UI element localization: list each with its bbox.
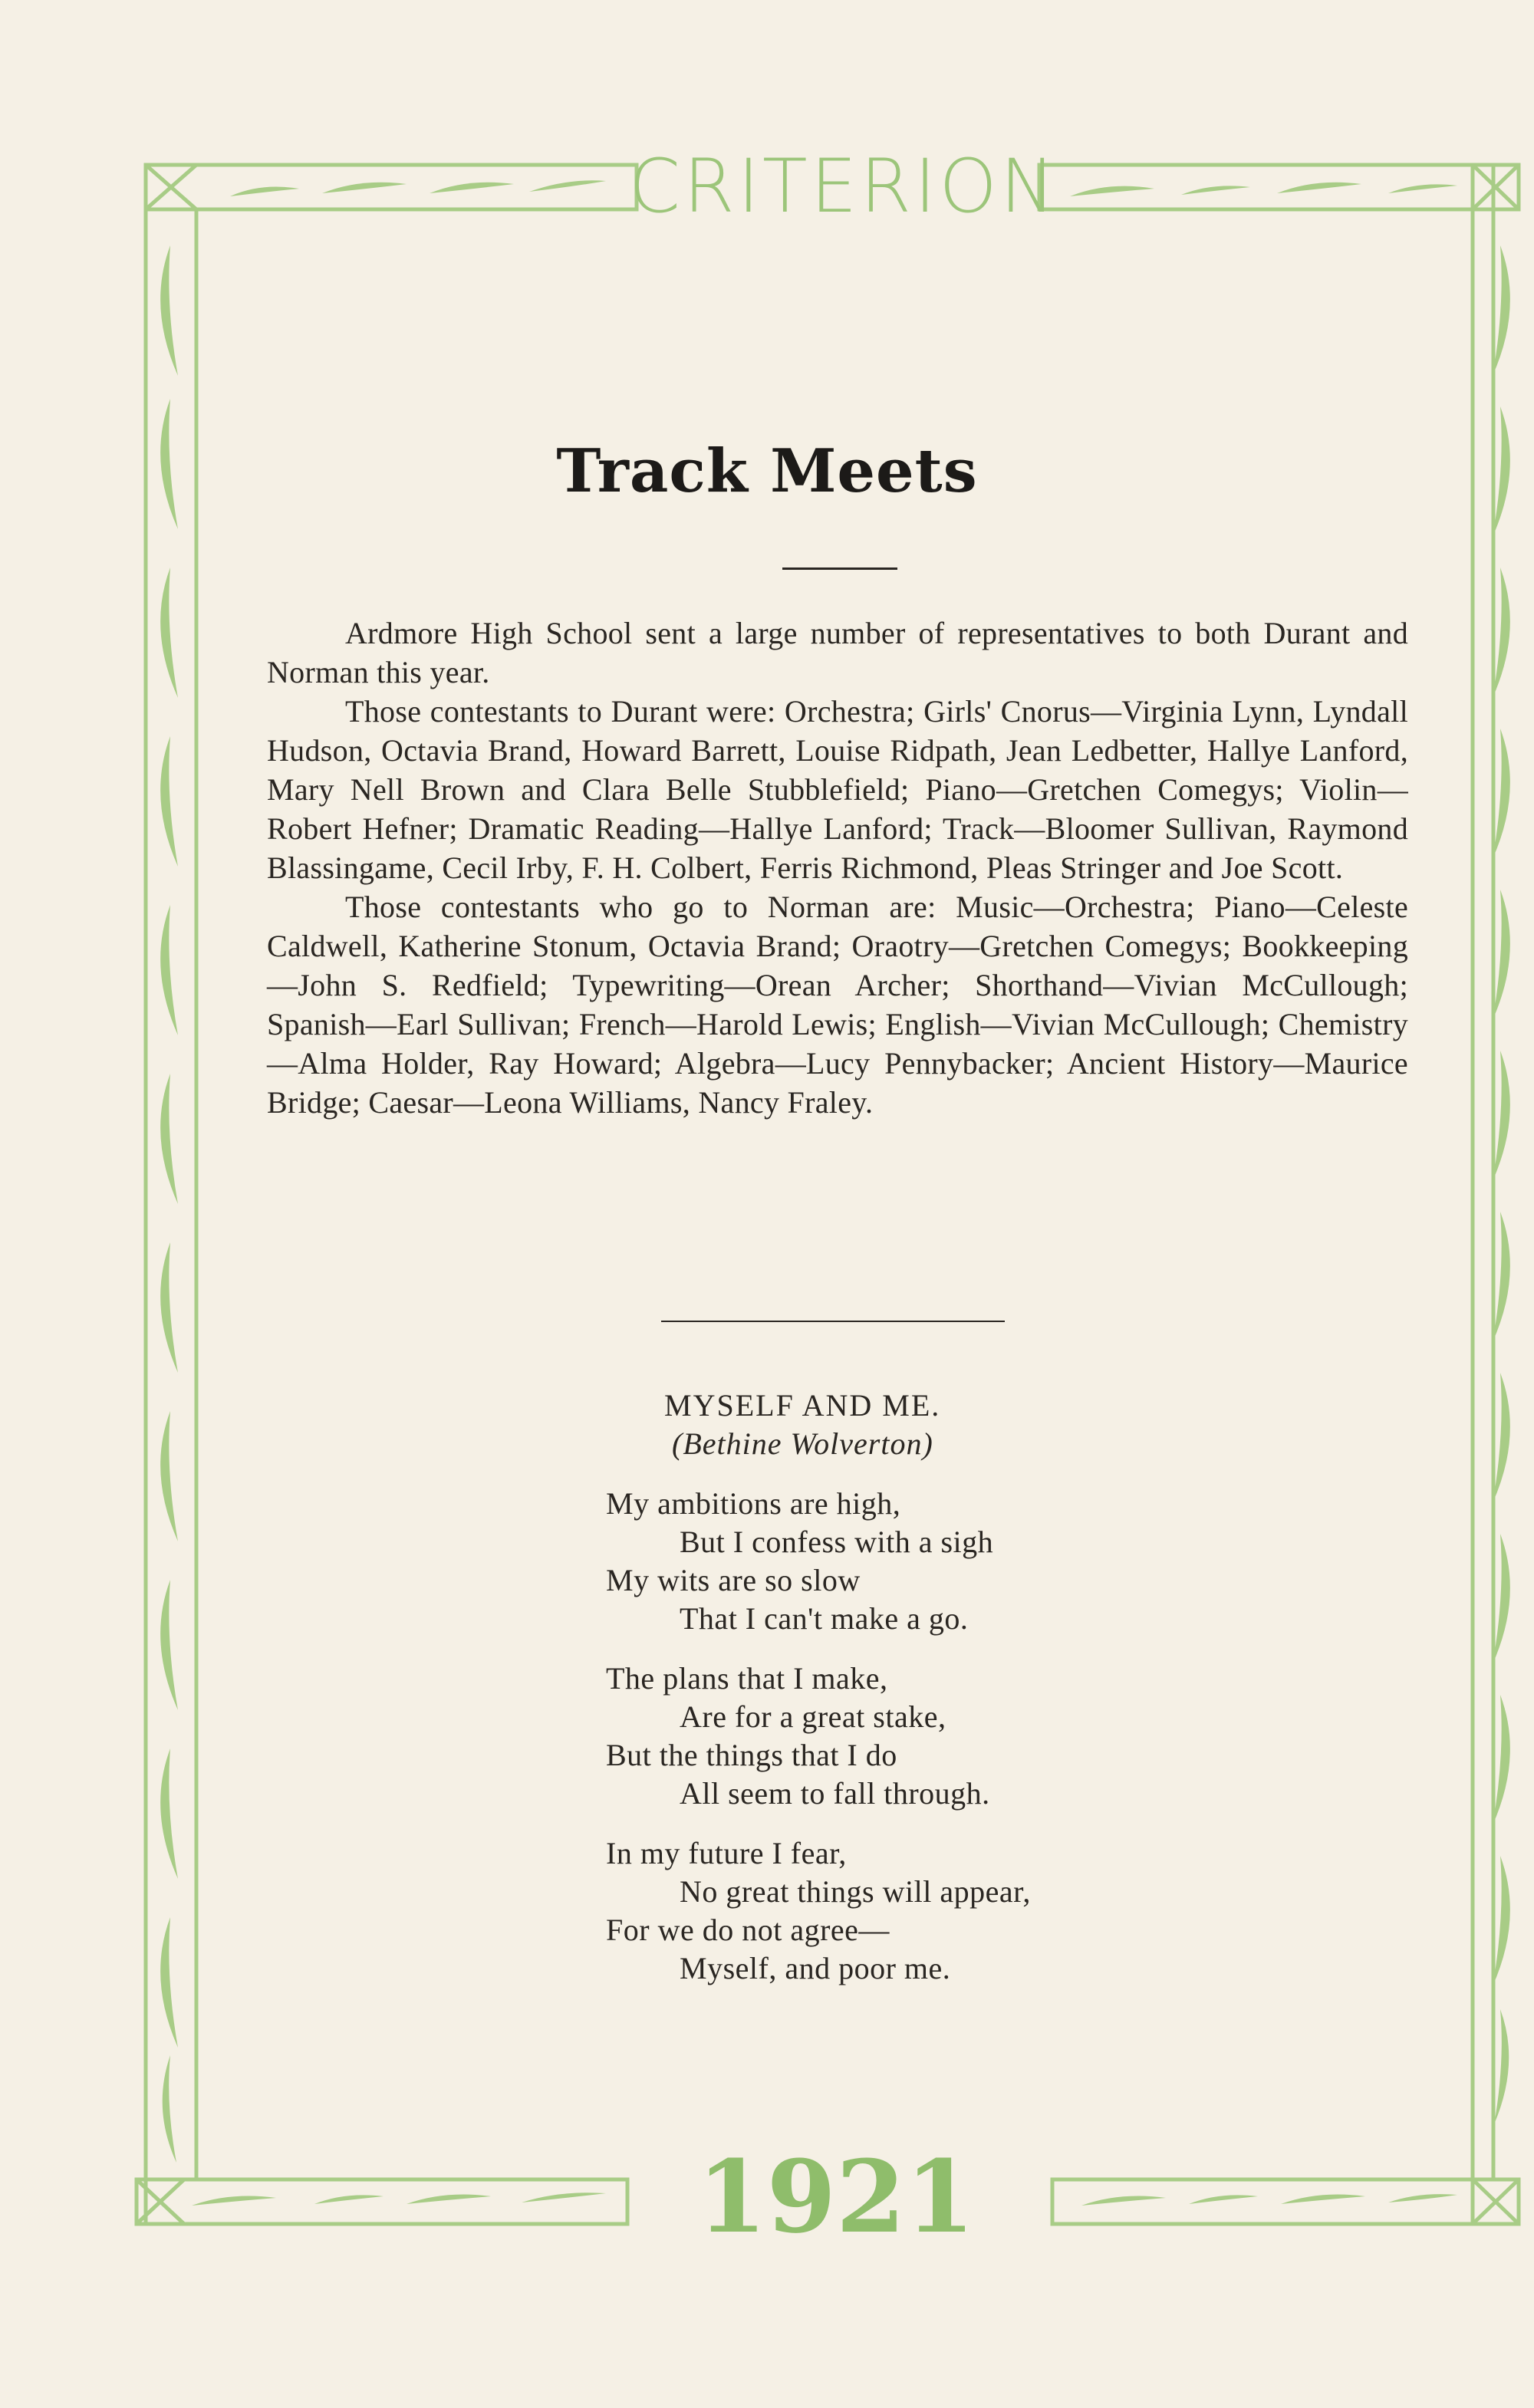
article-body	[267, 614, 1408, 1122]
paragraph: Those contestants who go to Norman are: Music—Orchestra; Piano—Celeste Caldwell, Katherine Stonum, Octavia Brand; Oraotry—Gretchen Comegys; Bookkeeping—John S. Redfield; Typewriting—Orean Archer; Shorthand—Vivian McCullough; Spanish—Earl Sullivan; French—Harold Lewis; English—Vivian McCullough; Chemistry—Alma Holder, Ray Howard; Algebra—Lucy Pennybacker; Ancient History—Maurice Bridge; Caesar—Leona Williams, Nancy Fraley.	[267, 890, 1408, 1120]
poem-line: My ambitions are high,	[606, 1486, 901, 1521]
poem-title: MYSELF AND ME.	[664, 1388, 941, 1423]
poem-author: (Bethine Wolverton)	[672, 1426, 933, 1461]
poem-stanza	[606, 1834, 1296, 1988]
page-title: Track Meets	[556, 436, 978, 506]
paragraph: Those contestants to Durant were: Orchestra; Girls' Cnorus—Virginia Lynn, Lyndall Hudson, Octavia Brand, Howard Barrett, Louise Ridpath, Jean Ledbetter, Hallye Lanford, Mary Nell Brown and Clara Belle Stubblefield; Piano—Gretchen Comegys; Violin—Robert Hefner; Dramatic Reading—Hallye Lanford; Track—Bloomer Sullivan, Raymond Blassingame, Cecil Irby, F. H. Colbert, Ferris Richmond, Pleas Stringer and Joe Scott.	[267, 694, 1408, 885]
paragraph: Ardmore High School sent a large number of representatives to both Durant and Norman this year.	[267, 616, 1408, 689]
poem-line: Are for a great stake,	[680, 1699, 946, 1734]
footer-year: 1921	[697, 2138, 975, 2255]
poem-line: For we do not agree—	[606, 1913, 890, 1947]
title-divider	[782, 567, 897, 570]
poem-line: The plans that I make,	[606, 1661, 888, 1696]
poem-line: All seem to fall through.	[680, 1776, 990, 1811]
poem-stanza	[606, 1660, 1296, 1813]
poem-line: That I can't make a go.	[680, 1601, 969, 1636]
poem-line: No great things will appear,	[680, 1874, 1031, 1909]
poem-line: Myself, and poor me.	[680, 1951, 951, 1985]
poem	[606, 1387, 1296, 1988]
section-divider	[661, 1321, 1005, 1322]
poem-line: But I confess with a sigh	[680, 1525, 994, 1559]
criterion-banner: CRITERION	[629, 143, 1058, 229]
poem-line: In my future I fear,	[606, 1836, 847, 1870]
poem-line: My wits are so slow	[606, 1563, 861, 1597]
poem-stanza	[606, 1485, 1296, 1638]
poem-line: But the things that I do	[606, 1738, 897, 1772]
